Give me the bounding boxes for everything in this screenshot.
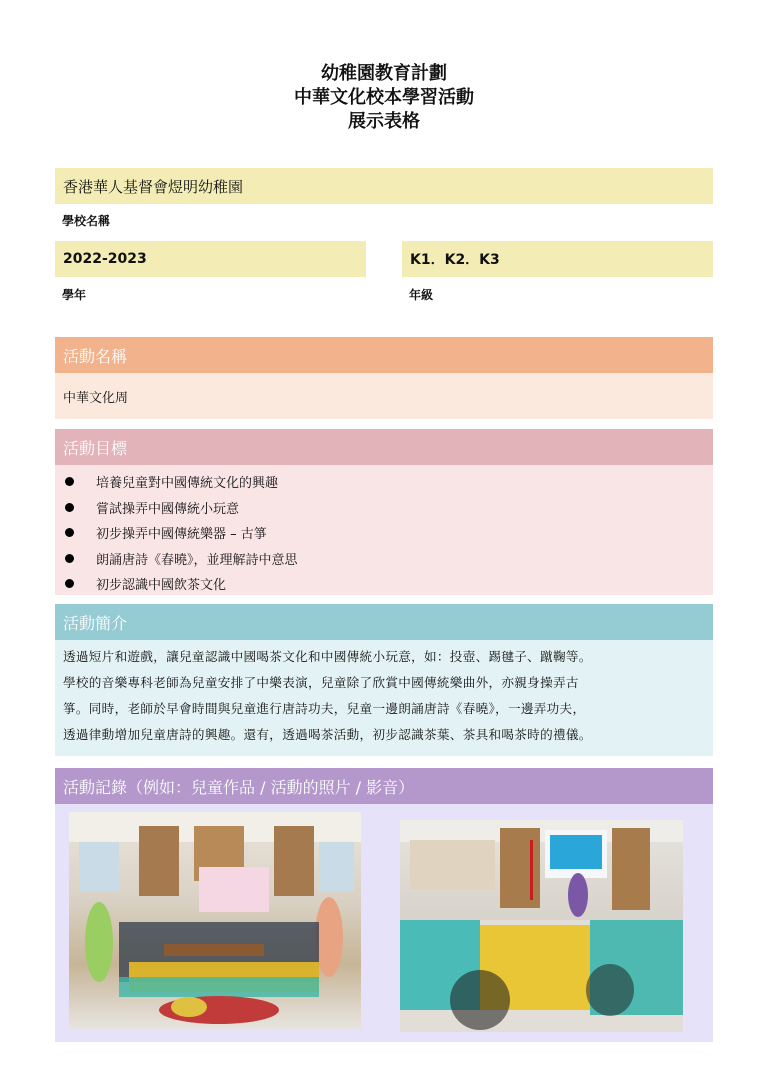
objective-text: 嘗試操弄中國傳統小玩意 (96, 501, 240, 517)
school-year-label: 學年 (62, 288, 87, 302)
title-line-3: 展示表格 (348, 111, 420, 132)
objective-text: 朗誦唐詩《春曉》，並理解詩中意思 (96, 552, 298, 568)
objective-text: 初步操弄中國傳統樂器 – 古箏 (96, 527, 267, 543)
school-year-field: 2022-2023 (55, 241, 366, 277)
objective-text: 培養兒童對中國傳統文化的興趣 (96, 476, 279, 492)
bullet-icon (65, 554, 74, 563)
title-line-1: 幼稚園教育計劃 (321, 63, 447, 84)
activity-photo-poem (400, 820, 683, 1032)
intro-text (55, 640, 713, 756)
form-title (0, 62, 768, 134)
list-item (55, 469, 713, 495)
activity-photo-music (69, 812, 361, 1030)
list-item (55, 520, 713, 546)
objective-text: 初步認識中國飲茶文化 (96, 578, 227, 594)
title-line-2: 中華文化校本學習活動 (294, 87, 474, 108)
intro-heading: 活動簡介 (55, 604, 713, 640)
intro-line: 學校的音樂專科老師為兒童安排了中樂表演，兒童除了欣賞中國傳統樂曲外，亦親身操弄古 (63, 675, 579, 690)
bullet-icon (65, 579, 74, 588)
record-photos (55, 804, 713, 1042)
grade-label: 年級 (409, 288, 434, 302)
bullet-icon (65, 503, 74, 512)
activity-name-value: 中華文化周 (55, 373, 713, 419)
list-item (55, 546, 713, 572)
objectives-heading: 活動目標 (55, 429, 713, 465)
intro-line: 透過短片和遊戲，讓兒童認識中國喝茶文化和中國傳統小玩意，如：投壺、踢毽子、蹴鞠等。 (63, 649, 592, 664)
activity-name-heading: 活動名稱 (55, 337, 713, 373)
objectives-list (55, 465, 713, 595)
bullet-icon (65, 477, 74, 486)
bullet-icon (65, 528, 74, 537)
intro-line: 箏。同時，老師於早會時間與兒童進行唐詩功夫，兒童一邊朗誦唐詩《春曉》，一邊弄功夫， (63, 701, 586, 716)
intro-line: 透過律動增加兒童唐詩的興趣。還有，透過喝茶活動，初步認識茶葉、茶具和喝茶時的禮儀。 (63, 727, 592, 742)
list-item (55, 495, 713, 521)
list-item (55, 571, 713, 597)
school-name-label: 學校名稱 (62, 214, 111, 228)
school-name-field: 香港華人基督會煜明幼稚園 (55, 168, 713, 204)
grade-field: K1．K2．K3 (402, 241, 713, 277)
record-heading: 活動記錄（例如：兒童作品 / 活動的照片 / 影音） (55, 768, 713, 804)
